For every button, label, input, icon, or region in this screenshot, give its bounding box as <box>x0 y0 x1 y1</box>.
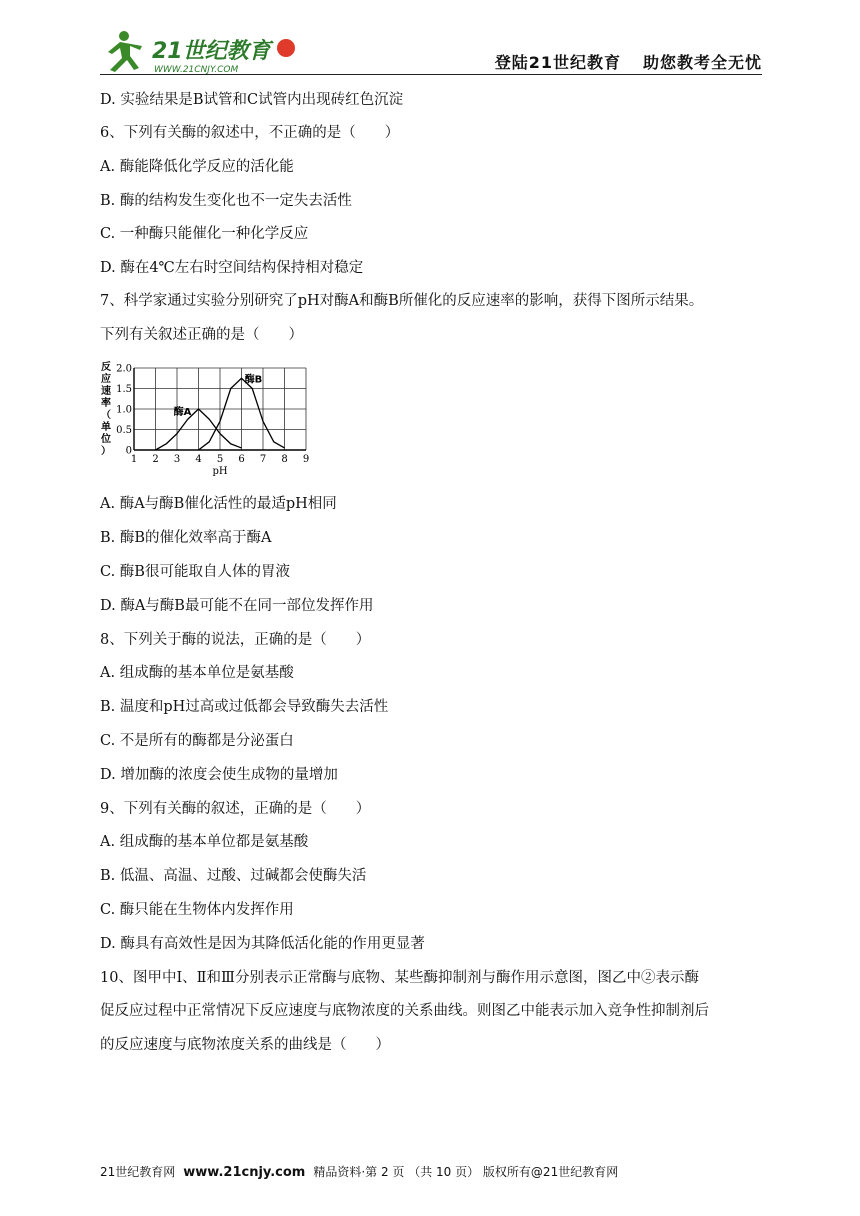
q9-option-b: B. 低温、高温、过酸、过碱都会使酶失活 <box>100 868 367 884</box>
q6-option-b: B. 酶的结构发生变化也不一定失去活性 <box>100 193 352 209</box>
y-axis-label-char: ） <box>101 446 111 457</box>
apple-icon <box>277 39 295 57</box>
page-header <box>100 28 762 78</box>
q7-stem-line-2: 下列有关叙述正确的是（ ） <box>100 327 303 343</box>
page-footer <box>100 1163 618 1180</box>
y-axis-label-char: （ <box>101 410 111 421</box>
y-axis-label-char: 速 <box>101 386 111 397</box>
y-tick-label: 1.0 <box>116 404 132 416</box>
logo-text: 21世纪教育 <box>152 39 271 64</box>
footer-left: 21世纪教育网 <box>100 1165 176 1179</box>
y-axis-label-char: 位 <box>101 434 111 445</box>
q6-option-c: C. 一种酶只能催化一种化学反应 <box>100 226 309 242</box>
q7-stem-line-1: 7、科学家通过实验分别研究了pH对酶A和酶B所催化的反应速率的影响，获得下图所示结果。 <box>100 293 704 309</box>
x-tick-label: 1 <box>130 454 138 465</box>
q10-stem-line-3: 的反应速度与底物浓度关系的曲线是（ ） <box>100 1037 390 1053</box>
q8-option-a: A. 组成酶的基本单位是氨基酸 <box>100 665 294 681</box>
x-tick-label: 4 <box>195 454 202 465</box>
series-label: 酶B <box>244 374 263 386</box>
y-tick-label: 1.5 <box>116 384 132 395</box>
y-tick-label: 2.0 <box>116 363 132 375</box>
y-axis-label-char: 应 <box>101 374 111 385</box>
y-axis-label-char: 反 <box>101 362 111 373</box>
q7-option-b: B. 酶B的催化效率高于酶A <box>100 530 272 546</box>
logo-url: WWW.21CNJY.COM <box>154 65 239 75</box>
q10-stem-line-1: 10、图甲中Ⅰ、Ⅱ和Ⅲ分别表示正常酶与底物、某些酶抑制剂与酶作用示意图，图乙中②表示酶 <box>100 970 700 986</box>
q10-stem-line-2: 促反应过程中正常情况下反应速度与底物浓度的关系曲线。则图乙中能表示加入竞争性抑制剂后 <box>100 1003 709 1019</box>
y-tick-label: 0 <box>125 445 132 457</box>
header-slogan-1: 登陆21世纪教育 <box>494 53 621 72</box>
x-tick-label: 9 <box>302 454 310 465</box>
logo <box>100 28 300 76</box>
q5-option-d: D. 实验结果是B试管和C试管内出现砖红色沉淀 <box>100 92 404 108</box>
x-tick-label: 6 <box>238 454 245 465</box>
q8-stem: 8、下列关于酶的说法，正确的是（ ） <box>100 632 371 648</box>
q9-option-d: D. 酶具有高效性是因为其降低活化能的作用更显著 <box>100 936 425 952</box>
q6-option-a: A. 酶能降低化学反应的活化能 <box>100 159 294 175</box>
q7-option-d: D. 酶A与酶B最可能不在同一部位发挥作用 <box>100 598 374 614</box>
y-axis-label-char: 率 <box>101 398 111 409</box>
x-tick-label: 5 <box>216 454 224 465</box>
q6-option-d: D. 酶在4℃左右时空间结构保持相对稳定 <box>100 260 364 276</box>
q7-option-c: C. 酶B很可能取自人体的胃液 <box>100 564 290 580</box>
header-slogan <box>495 50 762 73</box>
x-tick-label: 2 <box>152 454 159 465</box>
footer-right: 精品资料·第 2 页 （共 10 页） 版权所有@21世纪教育网 <box>313 1165 619 1179</box>
series-label: 酶A <box>173 407 192 418</box>
q8-option-b: B. 温度和pH过高或过低都会导致酶失去活性 <box>100 699 389 715</box>
q6-stem: 6、下列有关酶的叙述中，不正确的是（ ） <box>100 125 400 141</box>
header-divider <box>100 74 762 75</box>
q9-option-c: C. 酶只能在生物体内发挥作用 <box>100 902 294 918</box>
q9-option-a: A. 组成酶的基本单位都是氨基酸 <box>100 834 309 850</box>
q9-stem: 9、下列有关酶的叙述，正确的是（ ） <box>100 801 371 817</box>
x-tick-label: 3 <box>173 454 181 465</box>
runner-icon <box>108 31 142 72</box>
y-axis-label-char: 单 <box>101 422 111 433</box>
x-tick-label: 7 <box>259 454 267 465</box>
q8-option-d: D. 增加酶的浓度会使生成物的量增加 <box>100 767 338 783</box>
ph-rate-chart <box>98 358 318 478</box>
header-slogan-2: 助您教考全无忧 <box>642 53 762 72</box>
footer-site: www.21cnjy.com <box>183 1165 306 1180</box>
q8-option-c: C. 不是所有的酶都是分泌蛋白 <box>100 733 294 749</box>
q7-option-a: A. 酶A与酶B催化活性的最适pH相同 <box>100 496 337 512</box>
x-tick-label: 8 <box>281 454 288 465</box>
y-tick-label: 0.5 <box>116 425 132 436</box>
x-axis-label: pH <box>212 466 228 477</box>
